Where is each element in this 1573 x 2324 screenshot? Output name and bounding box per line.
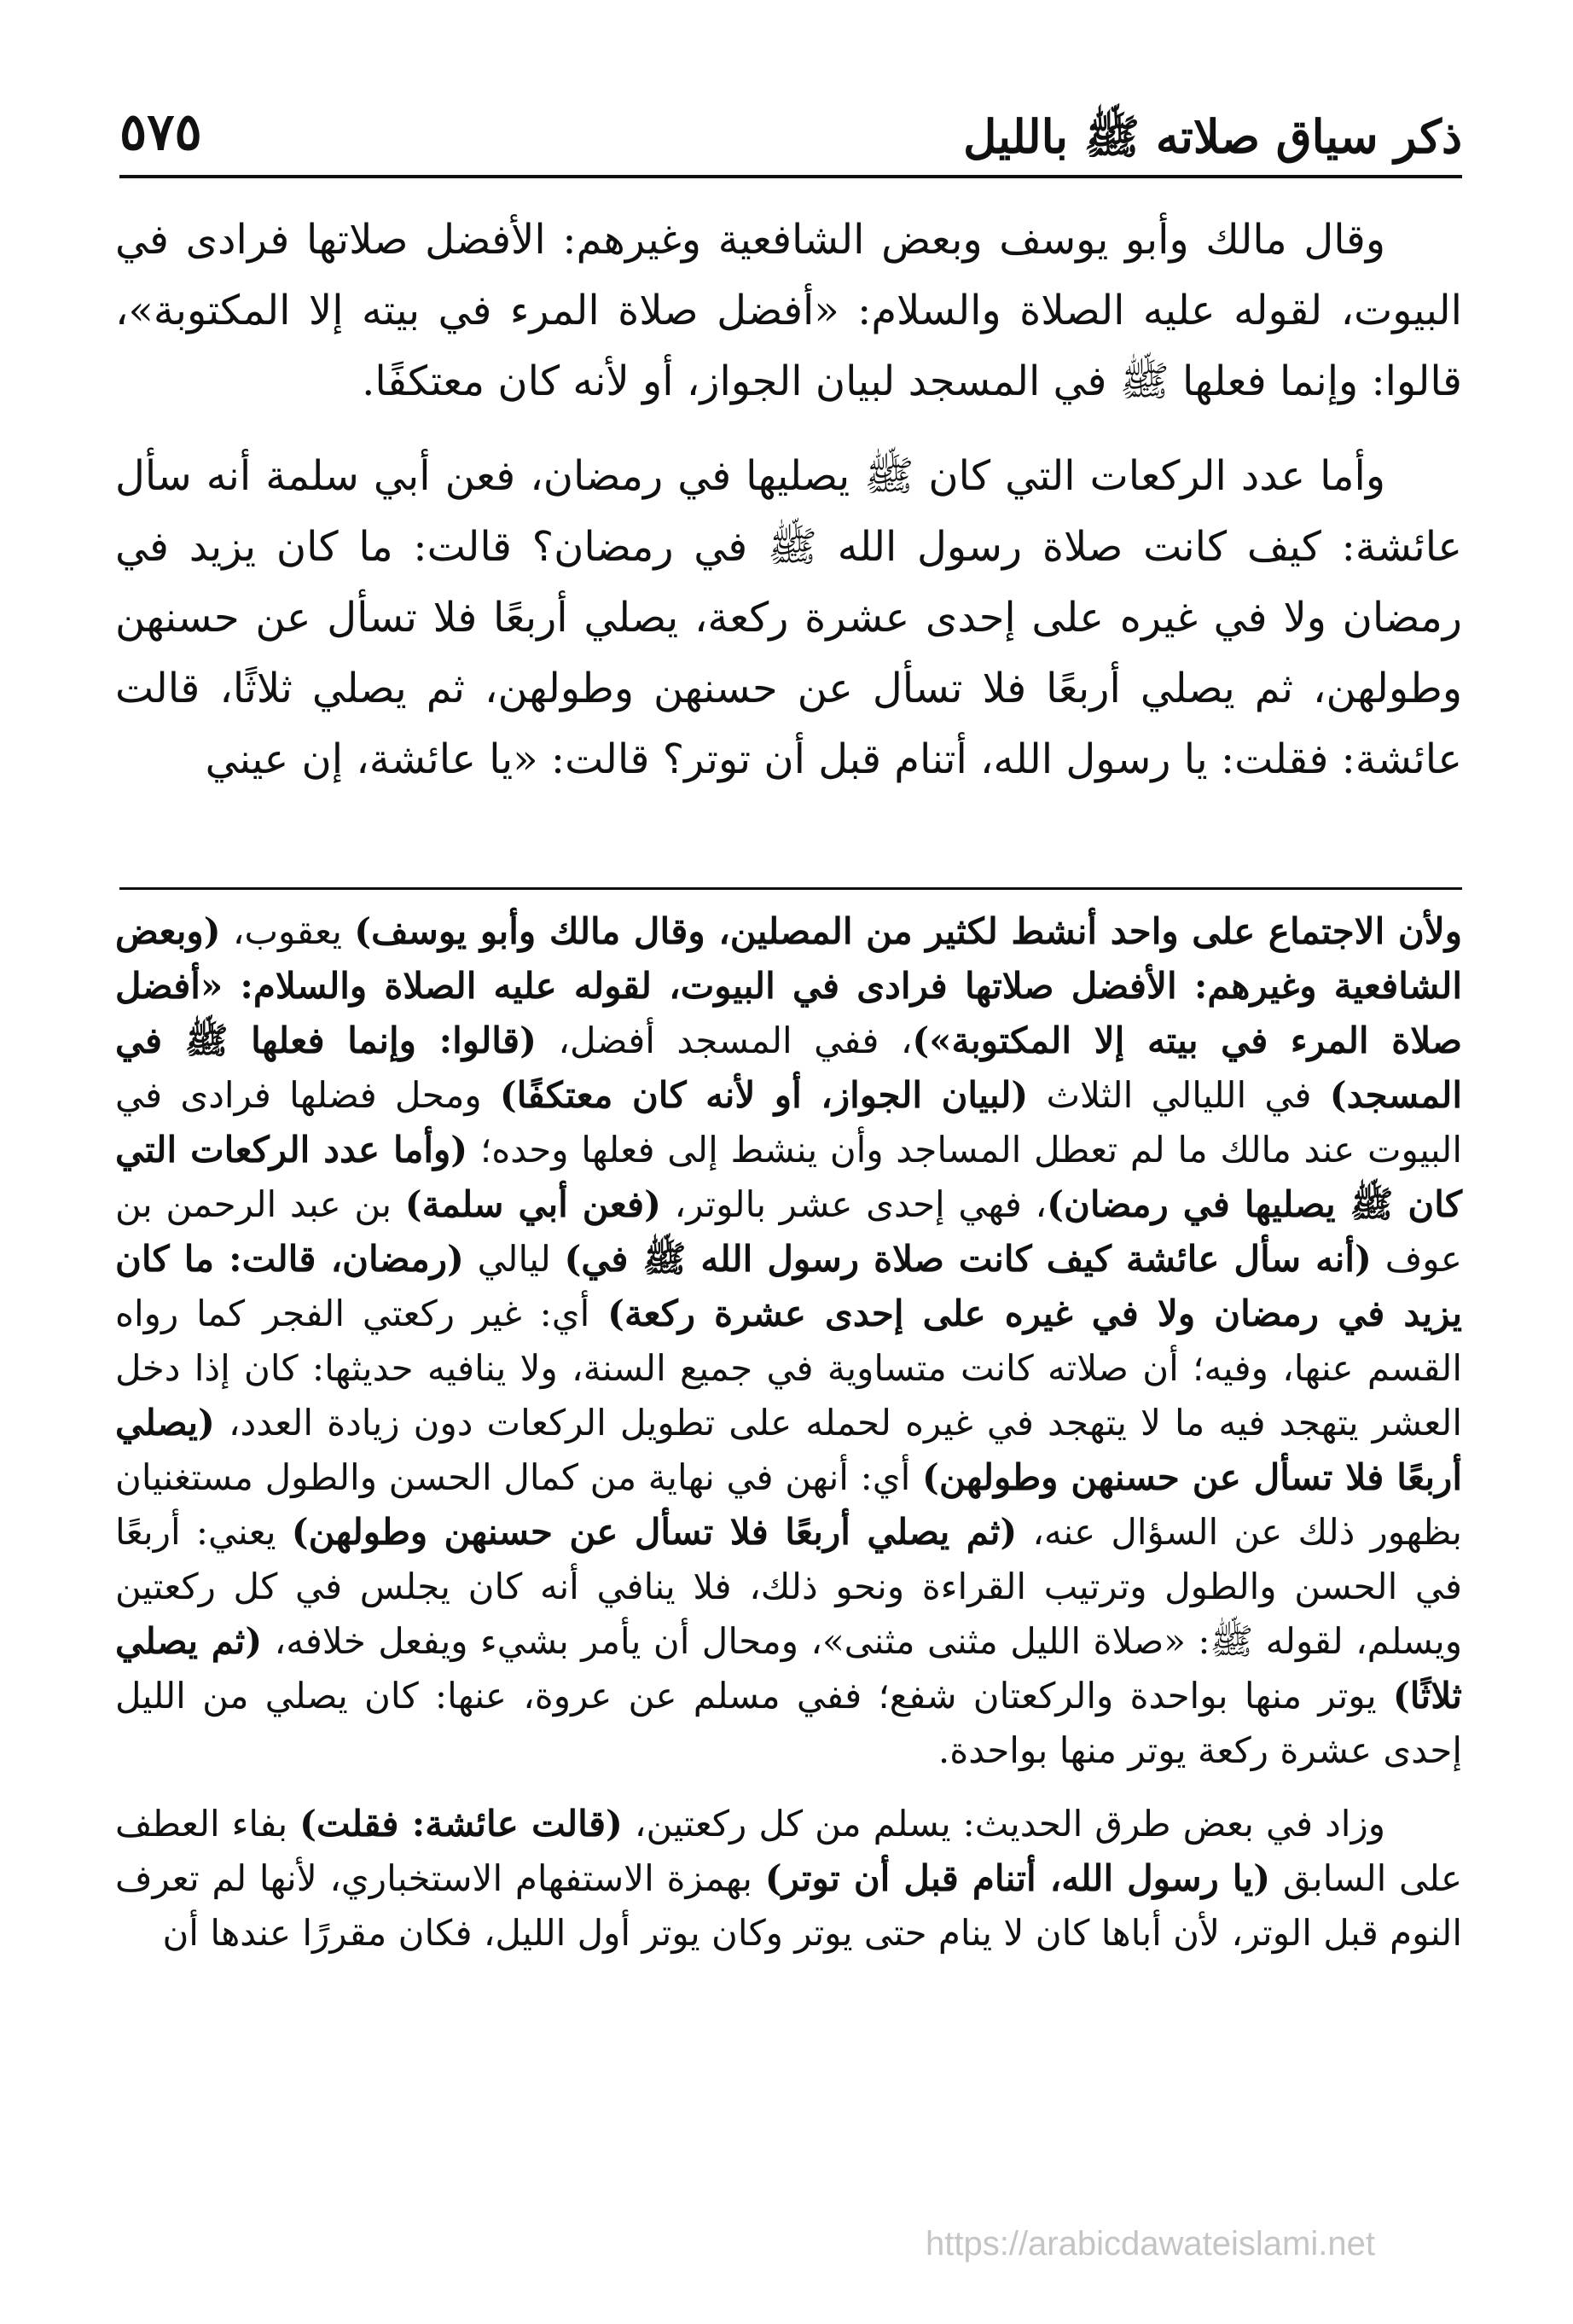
quoted-main-text: (قالوا: وإنما فعلها ﷺ في المسجد) [115,1020,1462,1116]
quoted-main-text: (يصلي أربعًا فلا تسأل عن حسنهن وطولهن) [115,1402,1462,1498]
commentary-segment: بن عبد الرحمن بن عوف [115,1183,1462,1280]
commentary-segment: وزاد في بعض طرق الحديث: يسلم من كل ركعتين، [622,1803,1386,1845]
commentary-segment: بفاء العطف على السابق [115,1803,1463,1899]
commentary-paragraph [115,1797,1462,1961]
running-title: ذكر سياق صلاته ﷺ بالليل [963,109,1462,164]
main-text-paragraph: وقال مالك وأبو يوسف وبعض الشافعية وغيرهم: الأفضل صلاتها فرادى في البيوت، لقوله عليه الصلاة والسلام: «أفضل صلاة المرء في بيته إلا المكتوبة»، قالوا: وإنما فعلها ﷺ في المسجد لبيان الجواز، أو لأنه كان معتكفًا. [115,216,1462,405]
commentary-paragraph [115,904,1462,1778]
quoted-main-text: (وبعض الشافعية وغيرهم: الأفضل صلاتها فرادى في البيوت، لقوله عليه الصلاة والسلام: «أفضل صلاة المرء في بيته إلا المكتوبة») [115,910,1462,1061]
commentary-segment: ليالي [463,1238,565,1280]
commentary-segment: يعقوب، [220,910,355,952]
commentary-segment: أي: أنهن في نهاية من كمال الحسن والطول مستغنيان بظهور ذلك عن السؤال عنه، [115,1456,1462,1553]
quoted-main-text: (قالت عائشة: فقلت) [299,1803,623,1845]
commentary-segment: يوتر منها بواحدة والركعتان شفع؛ ففي مسلم عن عروة، عنها: كان يصلي من الليل إحدى عشرة ركعة يوتر منها بواحدة. [115,1675,1462,1771]
main-text-paragraph: وأما عدد الركعات التي كان ﷺ يصليها في رمضان، فعن أبي سلمة أنه سأل عائشة: كيف كانت صلاة رسول الله ﷺ في رمضان؟ قالت: ما كان يزيد في رمضان ولا في غيره على إحدى عشرة ركعة، يصلي أربعًا فلا تسأل عن حسنهن وطولهن، ثم يصلي أربعًا فلا تسأل عن حسنهن وطولهن، ثم يصلي ثلاثًا، قالت عائشة: فقلت: يا رسول الله، أتنام قبل أن توتر؟ قالت: «يا عائشة، إن عيني [115,452,1462,783]
quoted-main-text: (رمضان، قالت: ما كان يزيد في رمضان ولا في غيره على إحدى عشرة ركعة) [115,1238,1463,1334]
page-header [119,102,1462,171]
quoted-main-text: (ثم يصلي ثلاثًا) [115,1620,1462,1717]
quoted-main-text: (لبيان الجواز، أو لأنه كان معتكفًا) [499,1074,1029,1116]
commentary-segment: بهمزة الاستفهام الاستخباري، لأنها لم تعرف النوم قبل الوتر، لأن أباها كان لا ينام حتى يوتر وكان يوتر أول الليل، فكان مقررًا عندها أن [115,1857,1462,1954]
quoted-main-text: وأبو يوسف) [354,910,549,952]
quoted-main-text: (فعن أبي سلمة) [404,1183,661,1225]
commentary-segment: أي: غير ركعتي الفجر كما رواه القسم عنها، وفيه؛ أن صلاته كانت متساوية في جميع السنة، ولا ينافيه حديثها: كان إذا دخل العشر يتهجد فيه ما لا يتهجد في غيره لحمله على تطويل الركعات دون زيادة العدد، [115,1293,1462,1444]
quoted-main-text: (وأما عدد الركعات التي كان ﷺ يصليها في رمضان) [115,1129,1462,1225]
commentary-segment: ، ففي المسجد أفضل، [537,1020,913,1061]
watermark-url: https://arabicdawateislami.net [926,2225,1375,2263]
commentary-segment: ومحل فضلها فرادى في البيوت عند مالك ما لم تعطل المساجد وأن ينشط إلى فعلها وحده؛ [115,1074,1463,1171]
page-number: ٥٧٥ [119,102,202,162]
quoted-main-text: (يا رسول الله، أتنام قبل أن توتر) [764,1857,1271,1899]
commentary-separator [119,887,1462,890]
commentary-segment: في الليالي الثلاث [1028,1074,1330,1116]
commentary-text [115,904,1462,1979]
commentary-segment: يعني: أربعًا في الحسن والطول وترتيب القراءة ونحو ذلك، فلا ينافي أنه كان يجلس في كل ركعتين ويسلم، لقوله ﷺ: «صلاة الليل مثنى مثنى»، ومحال أن يأمر بشيء ويفعل خلافه، [115,1511,1462,1662]
main-text [115,205,1462,819]
commentary-segment: ، فهي إحدى عشر بالوتر، [660,1183,1048,1225]
header-rule [119,175,1462,178]
quoted-main-text: ولأن الاجتماع على واحد أنشط لكثير من المصلين، وقال مالك [549,910,1462,952]
quoted-main-text: (أنه سأل عائشة كيف كانت صلاة رسول الله ﷺ في) [564,1238,1372,1280]
quoted-main-text: (ثم يصلي أربعًا فلا تسأل عن حسنهن وطولهن) [291,1511,1018,1553]
